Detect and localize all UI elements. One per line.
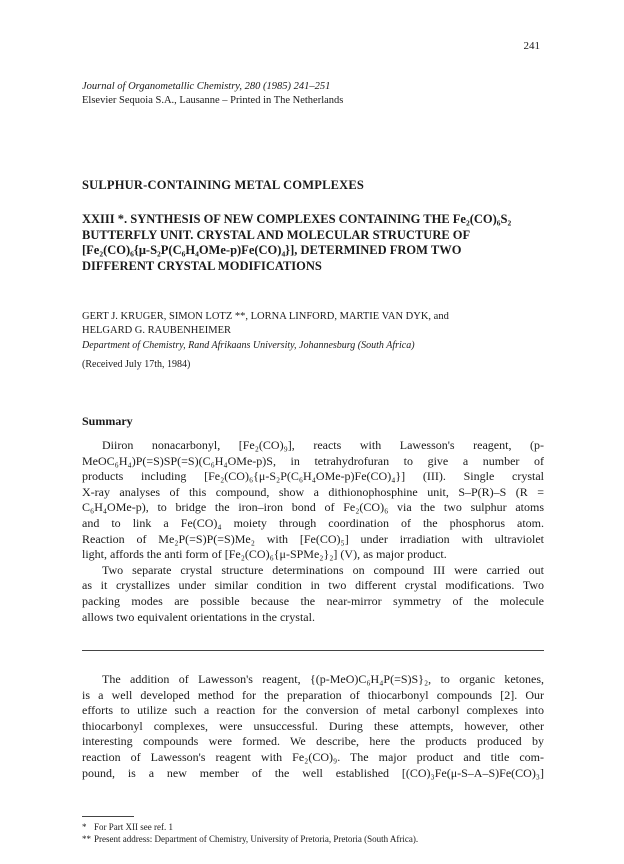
journal-citation: Journal of Organometallic Chemistry, 280 (1985) 241–251: [82, 81, 331, 92]
body-line: is a well developed method for the preparation of thiocarbonyl compounds [2]. Our: [82, 687, 544, 702]
series-title: SULPHUR-CONTAINING METAL COMPLEXES: [82, 178, 365, 192]
abstract-line: and to link a Fe(CO)₄ moiety through coordination of the phosphorus atom.: [82, 515, 544, 530]
footnote: [82, 834, 418, 846]
abstract-line: Reaction of Me₂P(=S)P(=S)Me₂ with [Fe(CO)₅] under irradiation with ultraviolet: [82, 531, 544, 546]
abstract-line: C₆H₄OMe-p), to bridge the iron–iron bond of Fe₂(CO)₆ via the two sulphur atoms: [82, 500, 544, 515]
footnote-text: Present address: Department of Chemistry, University of Pretoria, Pretoria (South Africa).: [94, 833, 419, 844]
abstract-line: allows two equivalent orientations in the crystal.: [82, 609, 315, 624]
abstract-line: products including [Fe₂(CO)₆{μ-S₂P(C₆H₄OMe-p)Fe(CO)₄}] (III). Single crystal: [82, 469, 544, 484]
body-line: interesting compounds were formed. We describe, here the products produced by: [82, 734, 544, 749]
footnote-mark: **: [82, 833, 91, 844]
title-line: [Fe₂(CO)₆{μ-S₂P(C₆H₄OMe-p)Fe(CO)₄}], DETERMINED FROM TWO: [82, 243, 462, 257]
footnote-text: For Part XII see ref. 1: [94, 822, 173, 832]
body-line: The addition of Lawesson's reagent, {(p-MeO)C₆H₄P(=S)S}₂, to organic ketones,: [102, 672, 544, 686]
body-line: reaction of Lawesson's reagent with Fe₂(CO)₉. The major product and title com-: [82, 749, 544, 764]
abstract-line: packing modes are possible because the near-mirror symmetry of the molecule: [82, 593, 544, 608]
footnote-mark: *: [82, 822, 87, 832]
body-text: [82, 672, 544, 781]
title-line: BUTTERFLY UNIT. CRYSTAL AND MOLECULAR STRUCTURE OF: [82, 227, 471, 242]
authors-line: HELGARD G. RAUBENHEIMER: [82, 325, 232, 336]
abstract-line: Diiron nonacarbonyl, [Fe₂(CO)₉], reacts with Lawesson's reagent, (p-: [102, 438, 544, 452]
abstract-line: MeOC₆H₄)P(=S)SP(=S)(C₆H₄OMe-p)S, in tetrahydrofuran to give a number of: [82, 453, 544, 468]
title-line: XXIII *. SYNTHESIS OF NEW COMPLEXES CONTAINING THE Fe₂(CO)₆S₂: [82, 212, 512, 226]
section-divider: [82, 650, 544, 651]
abstract-line: X-ray analyses of this compound, show a dithionophosphine unit, S–P(R)–S (R =: [82, 484, 544, 499]
footnote-divider: [82, 816, 134, 817]
body-line: pound, is a new member of the well established [(CO)₃Fe(μ-S–A–S)Fe(CO)₃]: [82, 765, 544, 780]
abstract-line: as it crystallizes under similar condition in two different crystal modifications. Two: [82, 578, 544, 593]
body-line: efforts to utilize such a reaction for the conversion of metal carbonyl complexes into: [82, 703, 544, 718]
affiliation: Department of Chemistry, Rand Afrikaans University, Johannesburg (South Africa): [82, 340, 415, 351]
publisher-line: Elsevier Sequoia S.A., Lausanne – Printed in The Netherlands: [82, 95, 344, 106]
abstract: [82, 438, 544, 625]
abstract-line: light, affords the anti form of [Fe₂(CO)₆{μ-SPMe₂}₂] (V), as major product.: [82, 547, 447, 562]
abstract-line: Two separate crystal structure determinations on compound III were carried out: [102, 562, 544, 577]
footnote: [82, 822, 418, 834]
journal-header: [82, 80, 343, 108]
article-title: [82, 212, 552, 274]
summary-heading: Summary: [82, 414, 133, 428]
title-line: DIFFERENT CRYSTAL MODIFICATIONS: [82, 258, 322, 273]
author-list: [82, 310, 449, 338]
footnotes: [82, 822, 418, 845]
page-number: 241: [523, 40, 540, 52]
body-line: thiocarbonyl complexes, were unsuccessful. During these attempts, however, other: [82, 718, 544, 733]
received-date: (Received July 17th, 1984): [82, 359, 191, 370]
authors-line: GERT J. KRUGER, SIMON LOTZ **, LORNA LINFORD, MARTIE VAN DYK, and: [82, 311, 449, 322]
